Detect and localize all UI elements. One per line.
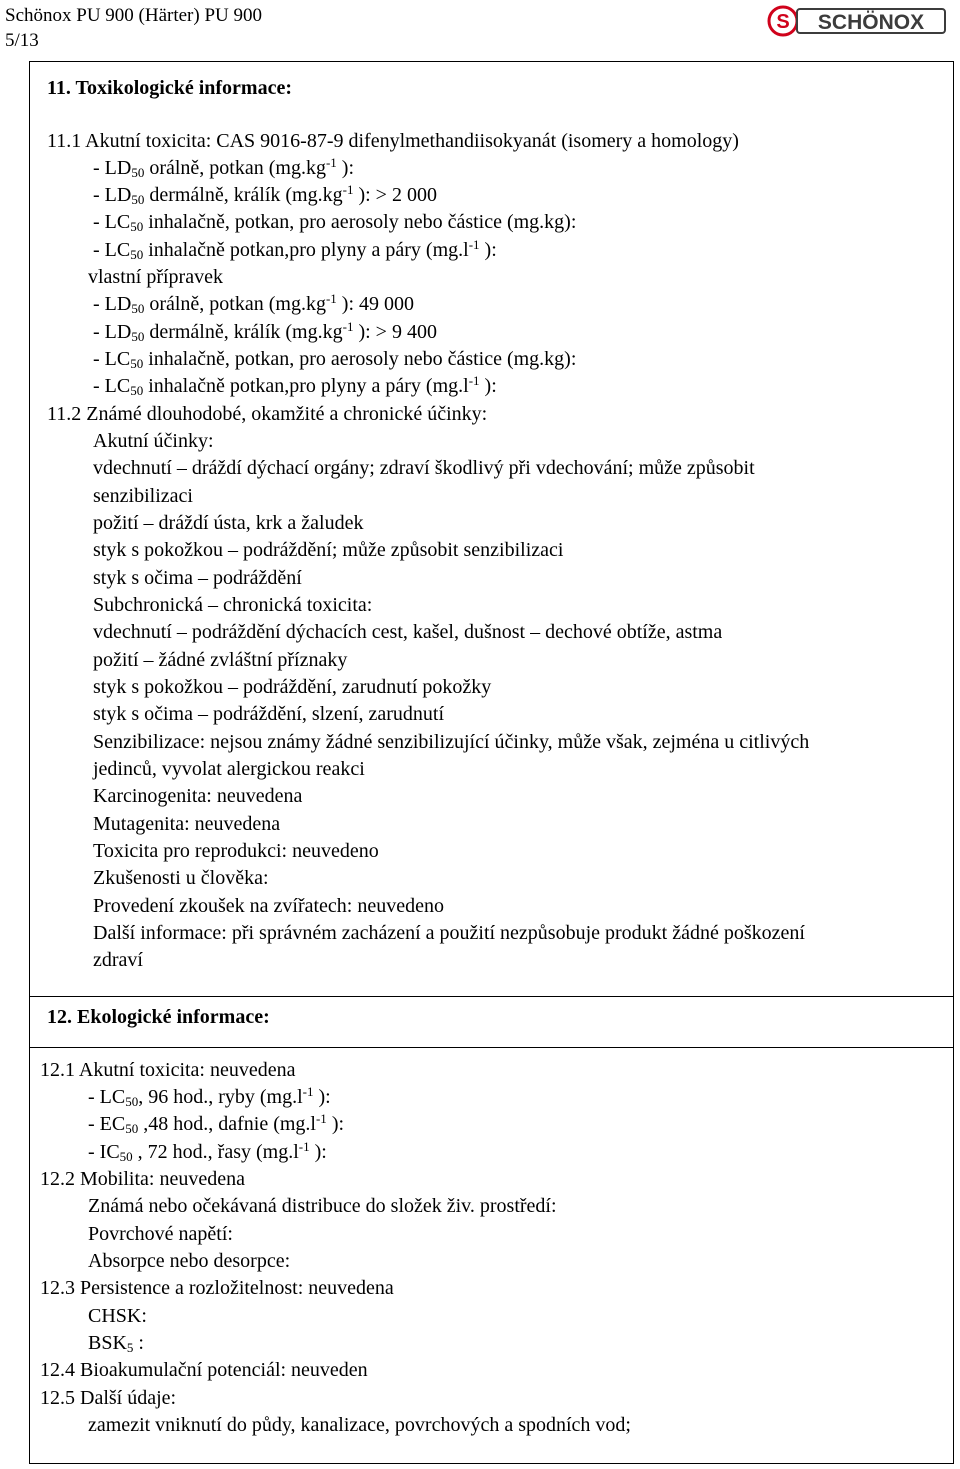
prep-lc50-gas-line: - $LC_{50}$ inhalačně potkan,pro plyny a páry ($mg.l^{-1}$ ): — [93, 373, 497, 398]
document-title: Schönox PU 900 (Härter) PU 900 — [5, 5, 263, 26]
effects-line: styk s očima – podráždění, slzení, zarudnutí — [93, 703, 445, 725]
bsk-label: $BSK_5$ : — [88, 1332, 144, 1355]
effects-line: Toxicita pro reprodukci: neuvedeno — [93, 840, 379, 862]
lc50-gas-line: - $LC_{50}$ inhalačně potkan,pro plyny a páry ($mg.l^{-1}$ ): — [93, 237, 497, 262]
effects-line: Zkušenosti u člověka: — [93, 867, 269, 889]
ec50-daphnia-line: - $EC_{50}$ ,48 hod., dafnie ($mg.l^{-1}$ ): — [88, 1111, 345, 1136]
prep-ld50-oral-line: - $LD_{50}$ orálně, potkan ($mg.kg^{-1}$ ): 49 000 — [93, 291, 415, 316]
persistence-title: 12.3 Persistence a rozložitelnost: neuvedena — [40, 1277, 394, 1299]
effects-line: Mutagenita: neuvedena — [93, 813, 281, 835]
ld50-oral-line: - $LD_{50}$ orálně, potkan ($mg.kg^{-1}$ ): — [93, 155, 355, 180]
bioaccumulation-title: 12.4 Bioakumulační potenciál: neuveden — [40, 1359, 368, 1381]
logo-text: SCHÖNOX — [817, 11, 925, 34]
section-11-heading: 11. Toxikologické informace: — [47, 77, 292, 99]
section-divider — [29, 996, 954, 997]
effects-line: Subchronická – chronická toxicita: — [93, 594, 373, 616]
effects-line: zdraví — [93, 949, 143, 971]
section-12-heading: 12. Ekologické informace: — [47, 1006, 270, 1028]
prep-lc50-aerosol-line: - $LC_{50}$ inhalačně, potkan, pro aerosoly nebo částice (mg.kg): — [93, 348, 577, 371]
effects-line: požití – dráždí ústa, krk a žaludek — [93, 512, 364, 534]
effects-line: Další informace: při správném zacházení a použití nezpůsobuje produkt žádné poškození — [93, 922, 805, 944]
effects-line: vdechnutí – dráždí dýchací orgány; zdraví škodlivý při vdechování; může způsobit — [93, 457, 755, 479]
effects-line: jedinců, vyvolat alergickou reakci — [93, 758, 365, 780]
eco-acute-title: 12.1 Akutní toxicita: neuvedena — [40, 1059, 296, 1081]
effects-line: vdechnutí – podráždění dýchacích cest, kašel, dušnost – dechové obtíže, astma — [93, 621, 723, 643]
own-preparation-label: vlastní přípravek — [88, 266, 223, 288]
other-info-title: 12.5 Další údaje: — [40, 1387, 177, 1409]
effects-line: styk s pokožkou – podráždění, zarudnutí pokožky — [93, 676, 492, 698]
effects-line: Karcinogenita: neuvedena — [93, 785, 303, 807]
effects-line: požití – žádné zvláštní příznaky — [93, 649, 348, 671]
effects-line: styk s pokožkou – podráždění; může způsobit senzibilizaci — [93, 539, 564, 561]
acute-toxicity-title: 11.1 Akutní toxicita: CAS 9016-87-9 difenylmethandiisokyanát (isomery a homology) — [47, 130, 739, 152]
other-info-line: zamezit vniknutí do půdy, kanalizace, povrchových a spodních vod; — [88, 1414, 631, 1436]
schonox-logo — [767, 5, 947, 37]
effects-line: Senzibilizace: nejsou známy žádné senzibilizující účinky, může však, zejména u citlivých — [93, 731, 810, 753]
ic50-algae-line: - $IC_{50}$ , 72 hod., řasy ($mg.l^{-1}$ ): — [88, 1139, 327, 1164]
page-number: 5/13 — [5, 30, 39, 51]
prep-ld50-dermal-line: - $LD_{50}$ dermálně, králík ($mg.kg^{-1}$ ): > 9 400 — [93, 319, 437, 344]
lc50-aerosol-line: - $LC_{50}$ inhalačně, potkan, pro aerosoly nebo částice (mg.kg): — [93, 211, 577, 234]
mobility-line: Povrchové napětí: — [88, 1223, 233, 1245]
effects-line: senzibilizaci — [93, 485, 193, 507]
effects-title: 11.2 Známé dlouhodobé, okamžité a chronické účinky: — [47, 403, 488, 425]
mobility-line: Známá nebo očekávaná distribuce do složek živ. prostředí: — [88, 1195, 557, 1217]
lc50-fish-line: - $LC_{50}$, 96 hod., ryby ($mg.l^{-1}$ ): — [88, 1084, 331, 1109]
effects-line: Akutní účinky: — [93, 430, 214, 452]
chsk-label: CHSK: — [88, 1305, 147, 1327]
svg-text:S: S — [776, 11, 790, 33]
section-divider — [29, 1047, 954, 1048]
ld50-dermal-line: - $LD_{50}$ dermálně, králík ($mg.kg^{-1}$ ): > 2 000 — [93, 182, 437, 207]
effects-line: Provedení zkoušek na zvířatech: neuvedeno — [93, 895, 444, 917]
mobility-title: 12.2 Mobilita: neuvedena — [40, 1168, 245, 1190]
effects-line: styk s očima – podráždění — [93, 567, 302, 589]
mobility-line: Absorpce nebo desorpce: — [88, 1250, 291, 1272]
